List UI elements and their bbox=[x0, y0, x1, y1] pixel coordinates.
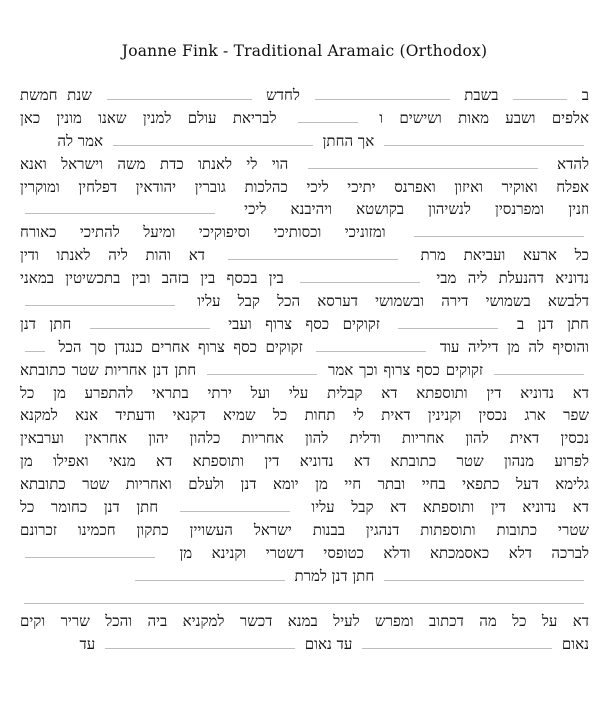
ketubah-text-body bbox=[20, 84, 589, 656]
fill-in-blank[interactable] bbox=[308, 156, 538, 169]
text-line bbox=[20, 359, 589, 382]
text-segment: זקוקים כסף צרוף וכך אמר bbox=[327, 360, 484, 379]
fill-in-blank[interactable] bbox=[316, 339, 426, 352]
fill-in-blank[interactable] bbox=[25, 545, 155, 558]
text-segment: לפרוע מנהון שטר כתובתא דא נדוניא דין ותוספתא דא מנאי ואפילו מן bbox=[20, 452, 589, 471]
text-segment: זקוקים כסף צרוף אחרים כנגדן סך הכל bbox=[58, 337, 303, 356]
text-segment: שנת חמשת bbox=[20, 86, 92, 104]
text-segment: חתן דנן אחריות שטר כתובתא bbox=[20, 360, 197, 379]
text-segment: אלפים ושבע מאות ושישים ו bbox=[379, 108, 589, 127]
fill-in-blank[interactable] bbox=[384, 133, 584, 146]
text-segment: וזנין ומפרנסין לנשיהון בקושטא ויהיבנא ליכי bbox=[244, 200, 589, 219]
fill-in-blank[interactable] bbox=[135, 568, 285, 581]
text-line bbox=[20, 153, 589, 176]
text-segment: כל ארעא ועביאת מרת bbox=[420, 246, 589, 265]
text-line bbox=[20, 565, 589, 588]
document-title: Joanne Fink - Traditional Aramaic (Orthodox) bbox=[121, 42, 488, 60]
fill-in-blank[interactable] bbox=[298, 110, 358, 123]
text-segment: דא נדוניא דין ותוספתא דא קבל עליו bbox=[311, 498, 589, 517]
text-segment: ומזוניכי וכסותיכי וסיפוקיכי ומיעל להתיכי כאורח bbox=[20, 223, 386, 242]
text-line bbox=[20, 473, 589, 496]
text-segment: חתן דנן כחומר כל bbox=[20, 498, 159, 517]
text-segment: גלימא דעל כתפאי בחיי ובתר חיי מן יומא דנן ולעלם ואחריות שטר כתובתא bbox=[20, 475, 589, 494]
text-segment: עד נאום bbox=[304, 635, 353, 654]
text-segment: נכסין דאית להון אחריות ודלית להון אחריות כלהון יהון אחראין וערבאין bbox=[20, 429, 589, 448]
text-segment: חתן דנן bbox=[20, 314, 72, 333]
fill-in-blank[interactable] bbox=[384, 568, 584, 581]
text-segment: ב bbox=[581, 86, 589, 104]
text-line bbox=[20, 107, 589, 130]
text-segment: להדא bbox=[557, 154, 589, 173]
fill-in-blank[interactable] bbox=[494, 362, 584, 375]
text-segment: והוסיף לה מן דיליה עוד bbox=[439, 337, 589, 356]
text-segment: ב bbox=[516, 314, 525, 333]
text-segment: לברכה דלא כאסמכתא ודלא כטופסי דשטרי וקנינא מן bbox=[179, 543, 589, 562]
text-line bbox=[20, 633, 589, 656]
text-line bbox=[20, 450, 589, 473]
fill-in-blank[interactable] bbox=[398, 316, 498, 329]
text-segment: בין בכסף בין בזהב ובין בתכשיטין במאני bbox=[20, 269, 284, 288]
fill-in-blank[interactable] bbox=[24, 591, 584, 604]
fill-in-blank[interactable] bbox=[113, 133, 313, 146]
text-line bbox=[20, 130, 589, 153]
fill-in-blank[interactable] bbox=[25, 339, 45, 352]
text-segment: בשבת bbox=[464, 86, 499, 104]
text-line bbox=[20, 542, 589, 565]
fill-in-blank[interactable] bbox=[105, 636, 295, 649]
text-line bbox=[20, 427, 589, 450]
text-segment: שטרי כתובות ותוספתות דנהגין בבנות ישראל העשויין כתקון חכמינו זכרונם bbox=[20, 520, 589, 539]
text-line bbox=[20, 336, 589, 359]
text-line bbox=[20, 84, 589, 107]
text-segment: דא על כל מה דכתוב ומפרש לעיל במנא דכשר למקניא ביה והכל שריר וקים bbox=[20, 612, 589, 631]
text-segment: לחדש bbox=[266, 86, 300, 104]
text-line bbox=[20, 176, 589, 199]
text-line bbox=[20, 244, 589, 267]
text-line bbox=[20, 610, 589, 633]
text-segment: אפלח ואוקיר ואיזון ואפרנס יתיכי ליכי כהלכות גוברין יהודאין דפלחין ומוקרין bbox=[20, 177, 589, 196]
text-segment: דא נדוניא דין ותוספתא דא קבלית עלי ועל ירתי בתראי להתפרע מן כל bbox=[20, 383, 589, 402]
text-line bbox=[20, 198, 589, 221]
fill-in-blank[interactable] bbox=[513, 87, 567, 100]
text-line bbox=[20, 382, 589, 405]
fill-in-blank[interactable] bbox=[228, 247, 398, 260]
fill-in-blank[interactable] bbox=[25, 201, 215, 214]
fill-in-blank[interactable] bbox=[362, 636, 552, 649]
text-segment: אך החתן bbox=[322, 131, 375, 150]
text-segment: נאום bbox=[561, 635, 589, 654]
text-segment: זקוקים כסף צרוף ועבי bbox=[228, 314, 380, 333]
fill-in-blank[interactable] bbox=[300, 270, 420, 283]
text-segment: חתן דנן bbox=[537, 314, 589, 333]
text-segment: דא והות ליה לאנתו ודין bbox=[20, 246, 205, 265]
text-segment: לבריאת עולם למנין שאנו מונין כאן bbox=[20, 108, 277, 127]
text-segment: דלבשא בשמושי דירה ובשמושי דערסא הכל קבל עליו bbox=[197, 292, 589, 311]
text-segment: חתן דנן למרת bbox=[294, 566, 375, 585]
text-segment: נדוניא דהנעלת ליה מבי bbox=[436, 269, 589, 288]
text-line bbox=[20, 221, 589, 244]
text-line bbox=[20, 519, 589, 542]
text-line bbox=[20, 290, 589, 313]
fill-in-blank[interactable] bbox=[90, 316, 210, 329]
text-segment: שפר ארג נכסין וקנינין דאית לי תחות כל שמיא דקנאי ודעתיד אנא למקנא bbox=[20, 406, 589, 425]
text-line bbox=[20, 404, 589, 427]
fill-in-blank[interactable] bbox=[414, 224, 584, 237]
text-segment: עד bbox=[79, 635, 96, 654]
fill-in-blank[interactable] bbox=[207, 362, 317, 375]
text-line bbox=[20, 588, 589, 611]
fill-in-blank[interactable] bbox=[25, 293, 175, 306]
fill-in-blank[interactable] bbox=[315, 87, 450, 100]
text-line bbox=[20, 313, 589, 336]
text-segment: אמר לה bbox=[57, 131, 104, 150]
text-line bbox=[20, 267, 589, 290]
fill-in-blank[interactable] bbox=[180, 499, 290, 512]
text-segment: הוי לי לאנתו כדת משה וישראל ואנא bbox=[20, 154, 289, 173]
fill-in-blank[interactable] bbox=[107, 87, 252, 100]
text-line bbox=[20, 496, 589, 519]
